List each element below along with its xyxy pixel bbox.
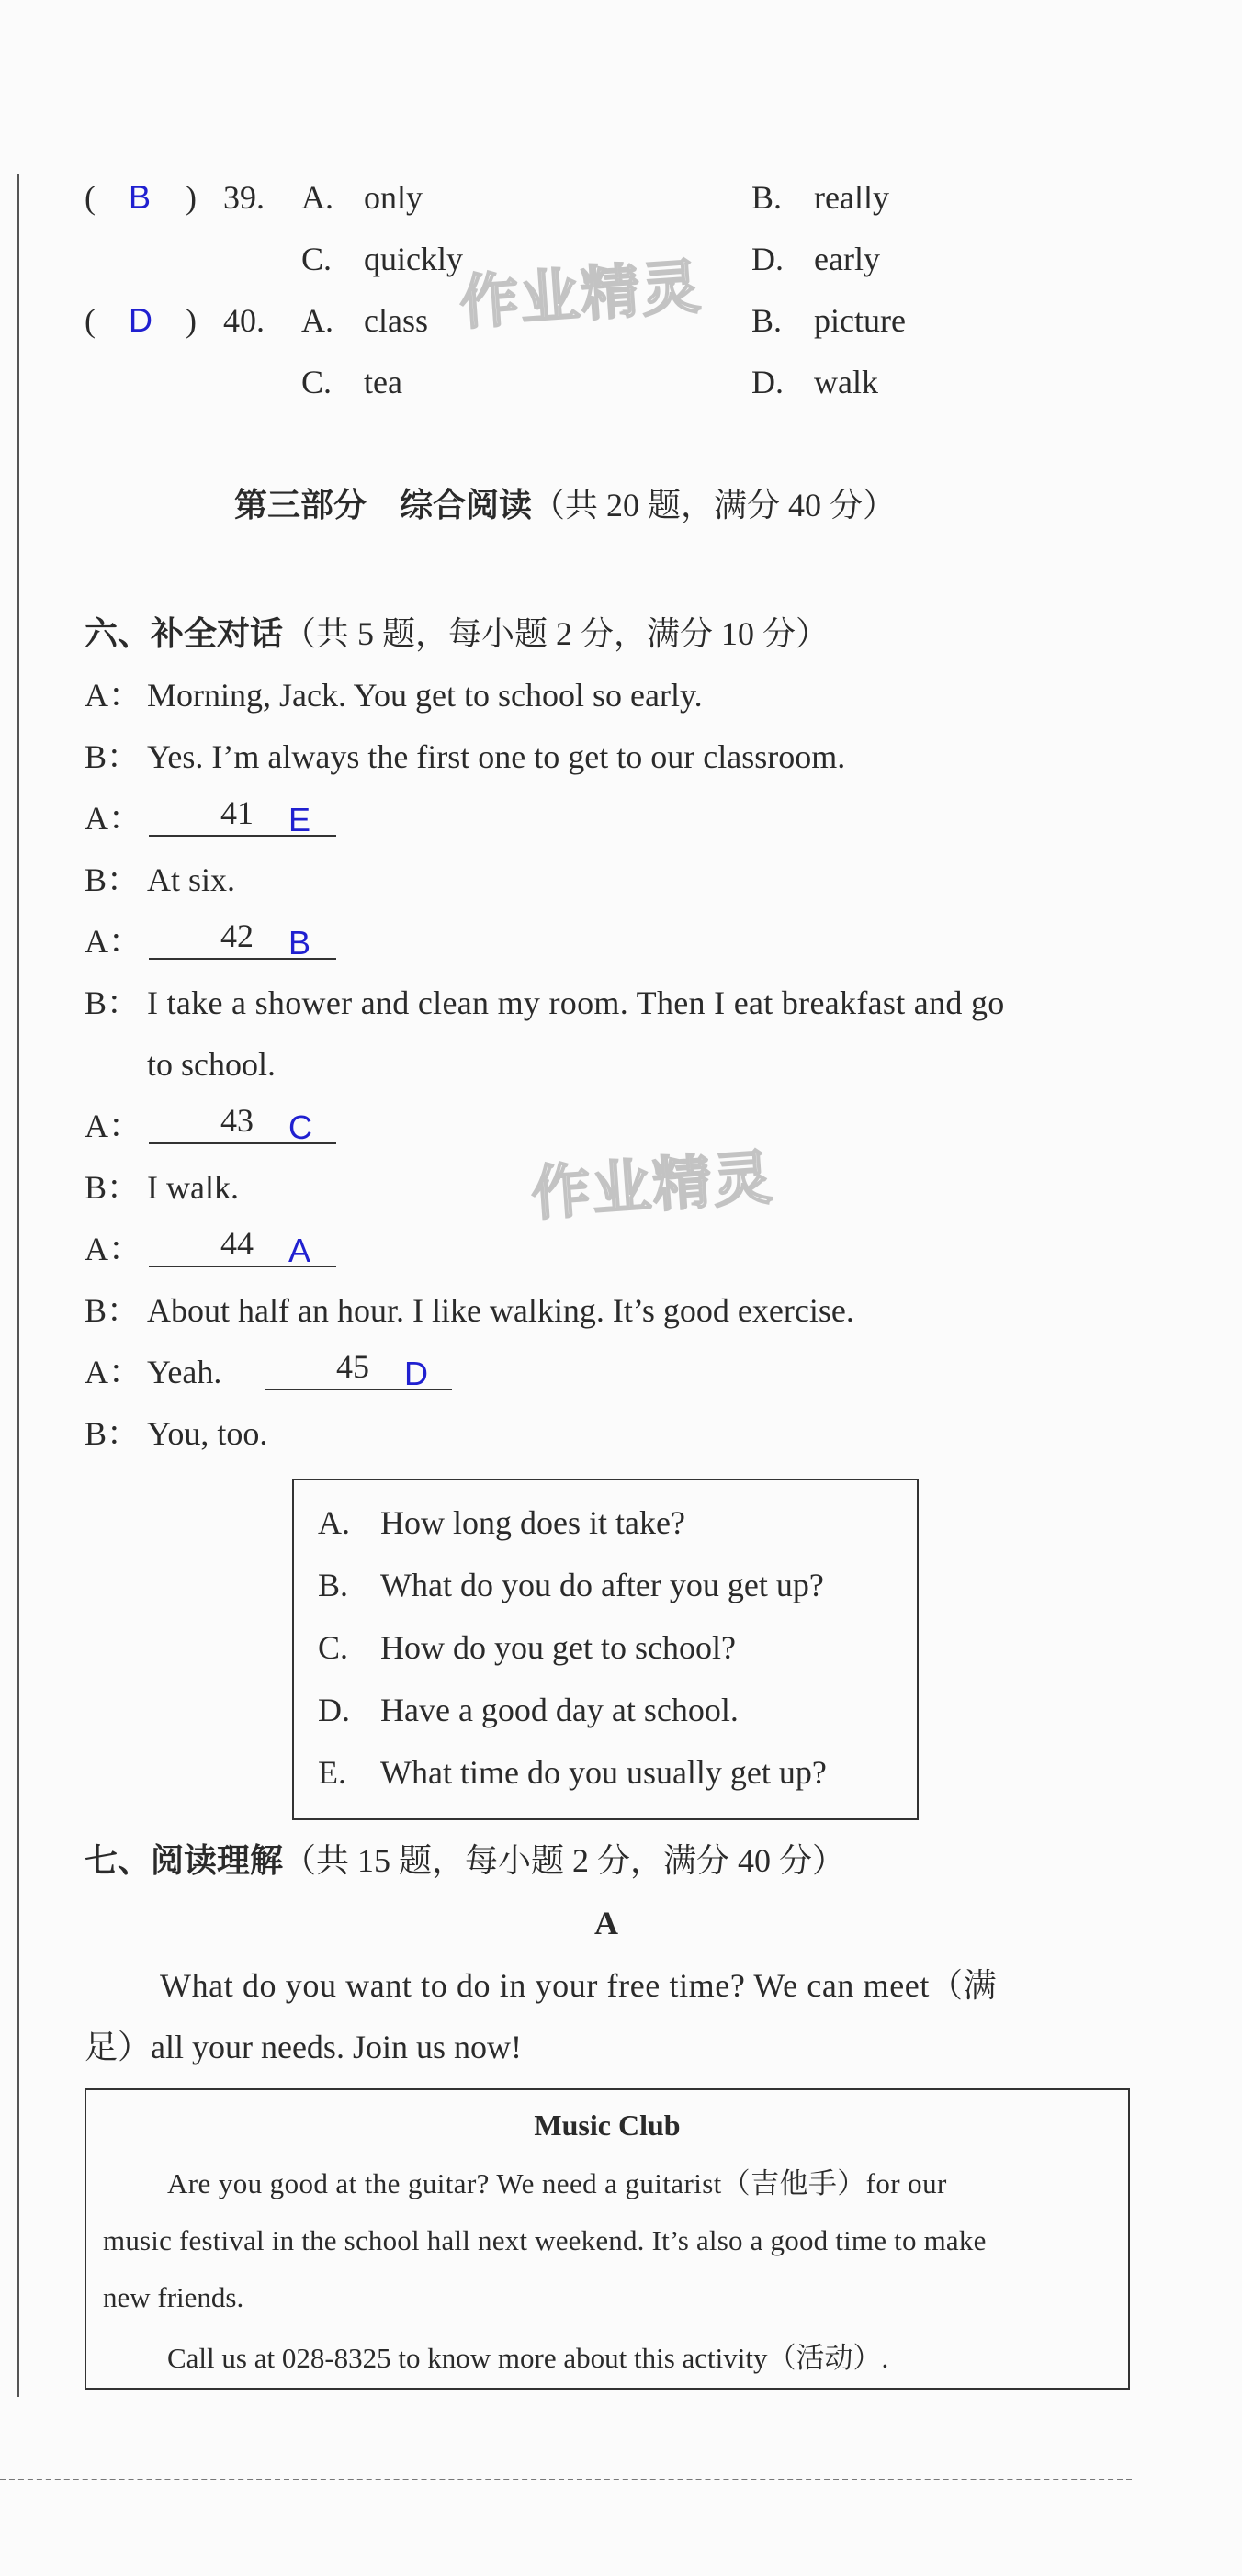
option-c-label: C. [301, 364, 333, 400]
speaker: B： [85, 738, 141, 775]
music-club-box [85, 2088, 1130, 2390]
answer-40: D [129, 301, 152, 339]
option-d-label: D. [751, 364, 784, 400]
answer-39: B [129, 178, 152, 216]
dialogue-line: I walk. [147, 1169, 239, 1206]
intro-line-1: What do you want to do in your free time? We can meet（满 [160, 1967, 998, 2004]
speaker: B： [85, 1415, 141, 1452]
left-margin-line [17, 174, 19, 2397]
watermark-logo: 作业精灵 [457, 253, 705, 339]
option-label: A. [318, 1504, 350, 1541]
option-d-label: D. [751, 241, 784, 277]
question-number: 40. [223, 302, 265, 339]
part-title: 第三部分 综合阅读 [234, 487, 533, 524]
option-text: What time do you usually get up? [380, 1754, 827, 1791]
option-c: quickly [364, 241, 463, 277]
club-contact: Call us at 028-8325 to know more about this activity（活动）. [167, 2342, 889, 2374]
club-paragraph-line-1: Are you good at the guitar? We need a guitarist（吉他手）for our [167, 2167, 947, 2199]
intro-line-2: 足）all your needs. Join us now! [85, 2029, 522, 2065]
dialogue-line: I take a shower and clean my room. Then I eat breakfast and go [147, 984, 1005, 1021]
paren-open: ( [85, 302, 96, 339]
dialogue-line: You, too. [147, 1415, 268, 1452]
option-d: walk [814, 364, 878, 400]
option-a: class [364, 302, 428, 339]
blank-number: 41 [220, 794, 254, 831]
option-b-label: B. [751, 179, 783, 216]
footer-divider [0, 2479, 1132, 2480]
blank-41 [149, 794, 336, 838]
passage-label: A [594, 1905, 618, 1941]
option-b: really [814, 179, 889, 216]
option-label: C. [318, 1629, 349, 1666]
speaker: A： [85, 1231, 141, 1267]
option-text: What do you do after you get up? [380, 1567, 824, 1603]
blank-44 [149, 1225, 336, 1269]
watermark-logo: 作业精灵 [529, 1143, 776, 1230]
speaker: A： [85, 923, 141, 960]
option-label: B. [318, 1567, 349, 1603]
section-title: 七、阅读理解 [85, 1842, 284, 1880]
option-c-label: C. [301, 241, 333, 277]
blank-42 [149, 917, 336, 962]
speaker: A： [85, 677, 141, 714]
blank-answer: C [288, 1108, 312, 1146]
option-text: How do you get to school? [380, 1629, 736, 1666]
part-note: （共 20 题，满分 40 分） [532, 487, 897, 523]
blank-answer: E [288, 801, 311, 838]
dialogue-line: Yeah. [147, 1354, 222, 1390]
speaker: B： [85, 984, 141, 1021]
speaker: B： [85, 861, 141, 898]
blank-number: 45 [336, 1348, 369, 1385]
option-a: only [364, 179, 423, 216]
option-label: D. [318, 1692, 350, 1728]
speaker: A： [85, 800, 141, 837]
option-b: picture [814, 302, 906, 339]
option-a-label: A. [301, 302, 333, 339]
dialogue-line: Morning, Jack. You get to school so early. [147, 677, 703, 714]
speaker: B： [85, 1169, 141, 1206]
blank-number: 43 [220, 1102, 254, 1139]
section-seven-heading [85, 1840, 845, 1882]
section-title: 六、补全对话 [85, 615, 284, 653]
club-paragraph-line-3: new friends. [103, 2281, 244, 2313]
option-label: E. [318, 1754, 346, 1791]
paren-close: ) [186, 179, 197, 216]
question-number: 39. [223, 179, 265, 216]
option-a-label: A. [301, 179, 333, 216]
blank-answer: B [288, 924, 311, 962]
option-text: Have a good day at school. [380, 1692, 739, 1728]
dialogue-line: Yes. I’m always the first one to get to our classroom. [147, 738, 846, 775]
speaker: A： [85, 1354, 141, 1390]
dialogue-line-continued: to school. [147, 1046, 276, 1083]
speaker: A： [85, 1108, 141, 1144]
blank-43 [149, 1102, 336, 1146]
option-c: tea [364, 364, 402, 400]
paren-close: ) [186, 302, 197, 339]
speaker: B： [85, 1292, 141, 1329]
dialogue-line: About half an hour. I like walking. It’s good exercise. [147, 1292, 854, 1329]
club-title: Music Club [534, 2109, 681, 2142]
blank-number: 42 [220, 917, 254, 954]
club-paragraph-line-2: music festival in the school hall next weekend. It’s also a good time to make [103, 2224, 987, 2256]
options-box [292, 1479, 919, 1820]
part-three-heading [234, 485, 896, 526]
section-note: （共 5 题，每小题 2 分，满分 10 分） [283, 615, 830, 652]
section-note: （共 15 题，每小题 2 分，满分 40 分） [283, 1842, 846, 1879]
option-d: early [814, 241, 880, 277]
blank-number: 44 [220, 1225, 254, 1262]
blank-answer: A [288, 1232, 311, 1269]
option-text: How long does it take? [380, 1504, 685, 1541]
blank-45 [265, 1348, 452, 1392]
dialogue-line: At six. [147, 861, 236, 898]
section-six-heading [85, 613, 829, 655]
blank-answer: D [404, 1355, 428, 1392]
paren-open: ( [85, 179, 96, 216]
option-b-label: B. [751, 302, 783, 339]
